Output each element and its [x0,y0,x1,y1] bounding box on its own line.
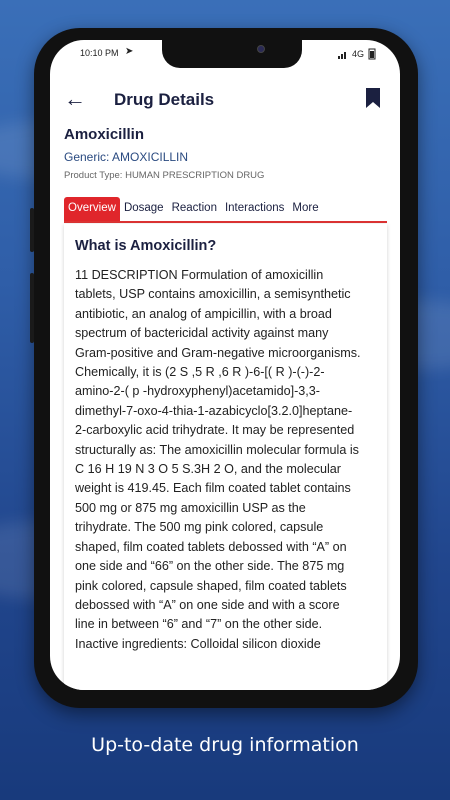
product-type: Product Type: HUMAN PRESCRIPTION DRUG [64,170,265,181]
network-type: 4G [351,49,364,59]
volume-button [30,208,34,252]
tab-interactions[interactable]: Interactions [224,202,285,214]
generic-name: Generic: AMOXICILLIN [64,150,189,164]
description-text: 11 DESCRIPTION Formulation of amoxicillin tablets, USP contains amoxicillin, a semisynthetic antibiotic, an analog of ampicillin, with a broad spectrum of bactericidal activity against many Gram-positive and Gram-negative microorganisms. Chemically, it is (2 S ,5 R ,6 R )-6-[( R )-(-)-2-amino-2-( p -hydroxyphenyl)acetamido]-3,3-dimethyl-7-oxo-4-thia-1-azabicyclo[3.2.0]heptane-2-carboxylic acid trihydrate. It may be represented structurally as: The amoxicillin molecular formula is C 16 H 19 N 3 O 5 S.3H 2 O, and the molecular weight is 419.45. Each film coated tablet contains 500 mg or 875 mg amoxicillin USP as the trihydrate. The 500 mg pink colored, capsule shaped, film coated tablets debossed with “A” on one side and “66” on the other side. The 875 mg pink colored, capsule shaped, film coated tablets debossed with “A” on one side and with a score line in between “6” and “7” on the other side. Inactive ingredients: Colloidal silicon dioxide [75,268,361,651]
section-heading: What is Amoxicillin? [75,238,217,254]
status-time: 10:10 PM [80,48,119,58]
tab-reaction[interactable]: Reaction [171,202,217,214]
signal-icon [338,50,348,59]
status-icons [338,48,376,60]
tab-bar [64,197,387,223]
promo-caption: Up-to-date drug information [91,734,359,756]
app-screen [50,40,400,690]
tab-overview[interactable]: Overview [64,197,120,221]
location-arrow-icon: ➤ [125,46,134,57]
status-bar [50,40,400,66]
page-title: Drug Details [114,90,215,109]
battery-icon [368,48,376,60]
tab-more[interactable]: More [292,202,319,214]
back-arrow-icon[interactable]: ← [64,86,86,111]
volume-button [30,273,34,343]
bookmark-icon[interactable] [366,88,380,108]
drug-name: Amoxicillin [64,126,145,143]
tab-dosage[interactable]: Dosage [123,202,164,214]
overview-card[interactable] [64,224,387,690]
app-bar [50,78,400,122]
